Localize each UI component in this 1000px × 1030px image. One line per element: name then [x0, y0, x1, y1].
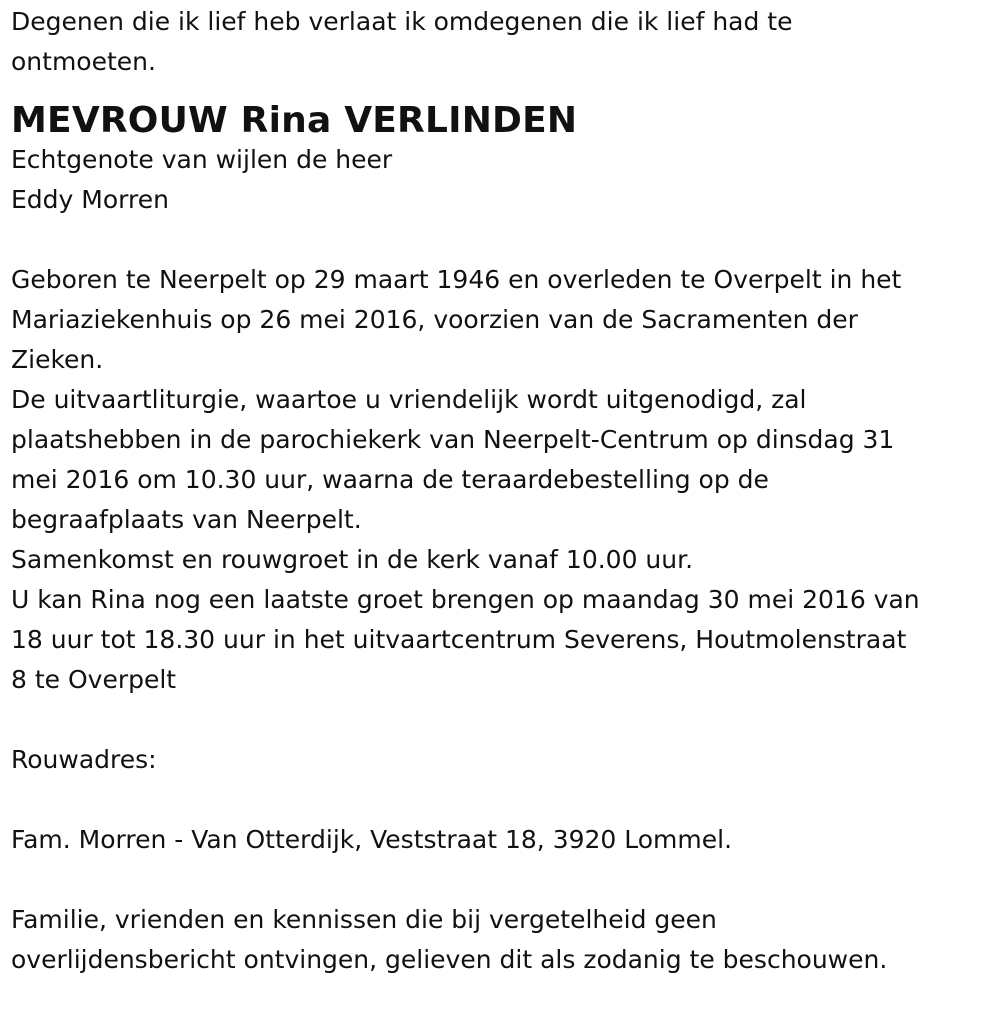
- announcement-line: De uitvaartliturgie, waartoe u vriendelijk wordt uitgenodigd, zal: [11, 385, 807, 414]
- announcement-line: Samenkomst en rouwgroet in de kerk vanaf 10.00 uur.: [11, 545, 694, 574]
- relation-line-1: Echtgenote van wijlen de heer: [11, 145, 393, 174]
- motto-line-1: Degenen die ik lief heb verlaat ik omdegenen die ik lief had te: [11, 7, 793, 36]
- announcement-line: plaatshebben in de parochiekerk van Neerpelt-Centrum op dinsdag 31: [11, 425, 895, 454]
- announcement-line: 18 uur tot 18.30 uur in het uitvaartcentrum Severens, Houtmolenstraat: [11, 625, 907, 654]
- announcement-line: Geboren te Neerpelt op 29 maart 1946 en overleden te Overpelt in het: [11, 265, 902, 294]
- relation: [11, 140, 980, 220]
- relation-line-2: Eddy Morren: [11, 185, 169, 214]
- announcement-text: [11, 260, 980, 700]
- closing-line-2: overlijdensbericht ontvingen, gelieven dit als zodanig te beschouwen.: [11, 945, 888, 974]
- mourning-address-label: Rouwadres:: [11, 745, 157, 774]
- closing-line-1: Familie, vrienden en kennissen die bij vergetelheid geen: [11, 905, 717, 934]
- motto-line-2: ontmoeten.: [11, 47, 156, 76]
- blank-line: [11, 700, 980, 740]
- deceased-name: MEVROUW Rina VERLINDEN: [11, 100, 578, 141]
- announcement-line: begraafplaats van Neerpelt.: [11, 505, 362, 534]
- announcement-line: Mariaziekenhuis op 26 mei 2016, voorzien van de Sacramenten der: [11, 305, 858, 334]
- announcement-line: U kan Rina nog een laatste groet brengen op maandag 30 mei 2016 van: [11, 585, 920, 614]
- mourning-address: Fam. Morren - Van Otterdijk, Veststraat 18, 3920 Lommel.: [11, 825, 733, 854]
- closing-note: [11, 900, 980, 980]
- announcement-line: Zieken.: [11, 345, 104, 374]
- announcement-line: mei 2016 om 10.30 uur, waarna de teraardebestelling op de: [11, 465, 769, 494]
- motto: [11, 2, 980, 82]
- blank-line: [11, 860, 980, 900]
- obituary-document: [11, 2, 980, 980]
- blank-line: [11, 220, 980, 260]
- announcement-line: 8 te Overpelt: [11, 665, 177, 694]
- blank-line: [11, 780, 980, 820]
